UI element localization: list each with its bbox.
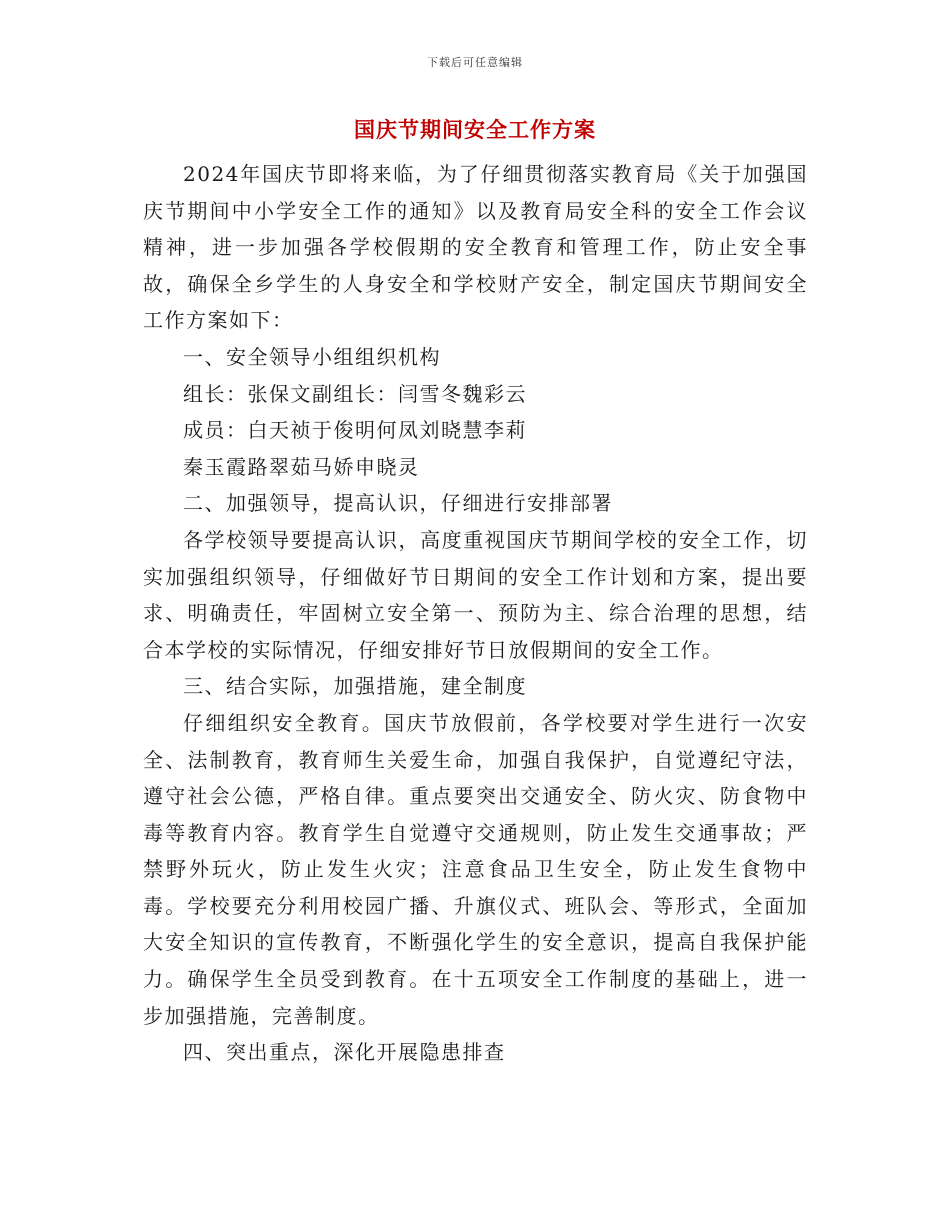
paragraph-leaders: 组长：张保文副组长：闫雪冬魏彩云 <box>183 381 527 406</box>
paragraph-section-3: 仔细组织安全教育。国庆节放假前，各学校要对学生进行一次安全、法制教育，教育师生关爱生命，加强自我保护，自觉遵纪守法，遵守社会公德，严格自律。重点要突出交通安全、防火灾、防食物中毒等教育内容。教育学生自觉遵守交通规则，防止发生交通事故；严禁野外玩火，防止发生火灾；注意食品卫生安全，防止发生食物中毒。学校要充分利用校园广播、升旗仪式、班队会、等形式，全面加大安全知识的宣传教育，不断强化学生的安全意识，提高自我保护能力。确保学生全员受到教育。在十五项安全工作制度的基础上，进一步加强措施，完善制度。 <box>143 710 808 1028</box>
document-title: 国庆节期间安全工作方案 <box>354 117 596 142</box>
section-heading-4: 四、突出重点，深化开展隐患排查 <box>183 1040 506 1065</box>
section-heading-2: 二、加强领导，提高认识，仔细进行安排部署 <box>183 491 613 516</box>
header-note: 下载后可任意编辑 <box>427 56 523 69</box>
section-heading-1: 一、安全领导小组组织机构 <box>183 344 441 369</box>
document-body <box>143 156 808 1071</box>
paragraph-members: 成员：白天祯于俊明何凤刘晓慧李莉 <box>183 418 527 443</box>
paragraph-section-2: 各学校领导要提高认识，高度重视国庆节期间学校的安全工作，切实加强组织领导，仔细做好节日期间的安全工作计划和方案，提出要求、明确责任，牢固树立安全第一、预防为主、综合治理的思想，结合本学校的实际情况，仔细安排好节日放假期间的安全工作。 <box>143 527 808 662</box>
paragraph-intro: 2024年国庆节即将来临，为了仔细贯彻落实教育局《关于加强国庆节期间中小学安全工作的通知》以及教育局安全科的安全工作会议精神，进一步加强各学校假期的安全教育和管理工作，防止安全事故，确保全乡学生的人身安全和学校财产安全，制定国庆节期间安全工作方案如下： <box>143 162 808 333</box>
section-heading-3: 三、结合实际，加强措施，建全制度 <box>183 674 527 699</box>
paragraph-members-cont: 秦玉霞路翠茹马娇申晓灵 <box>183 454 420 479</box>
